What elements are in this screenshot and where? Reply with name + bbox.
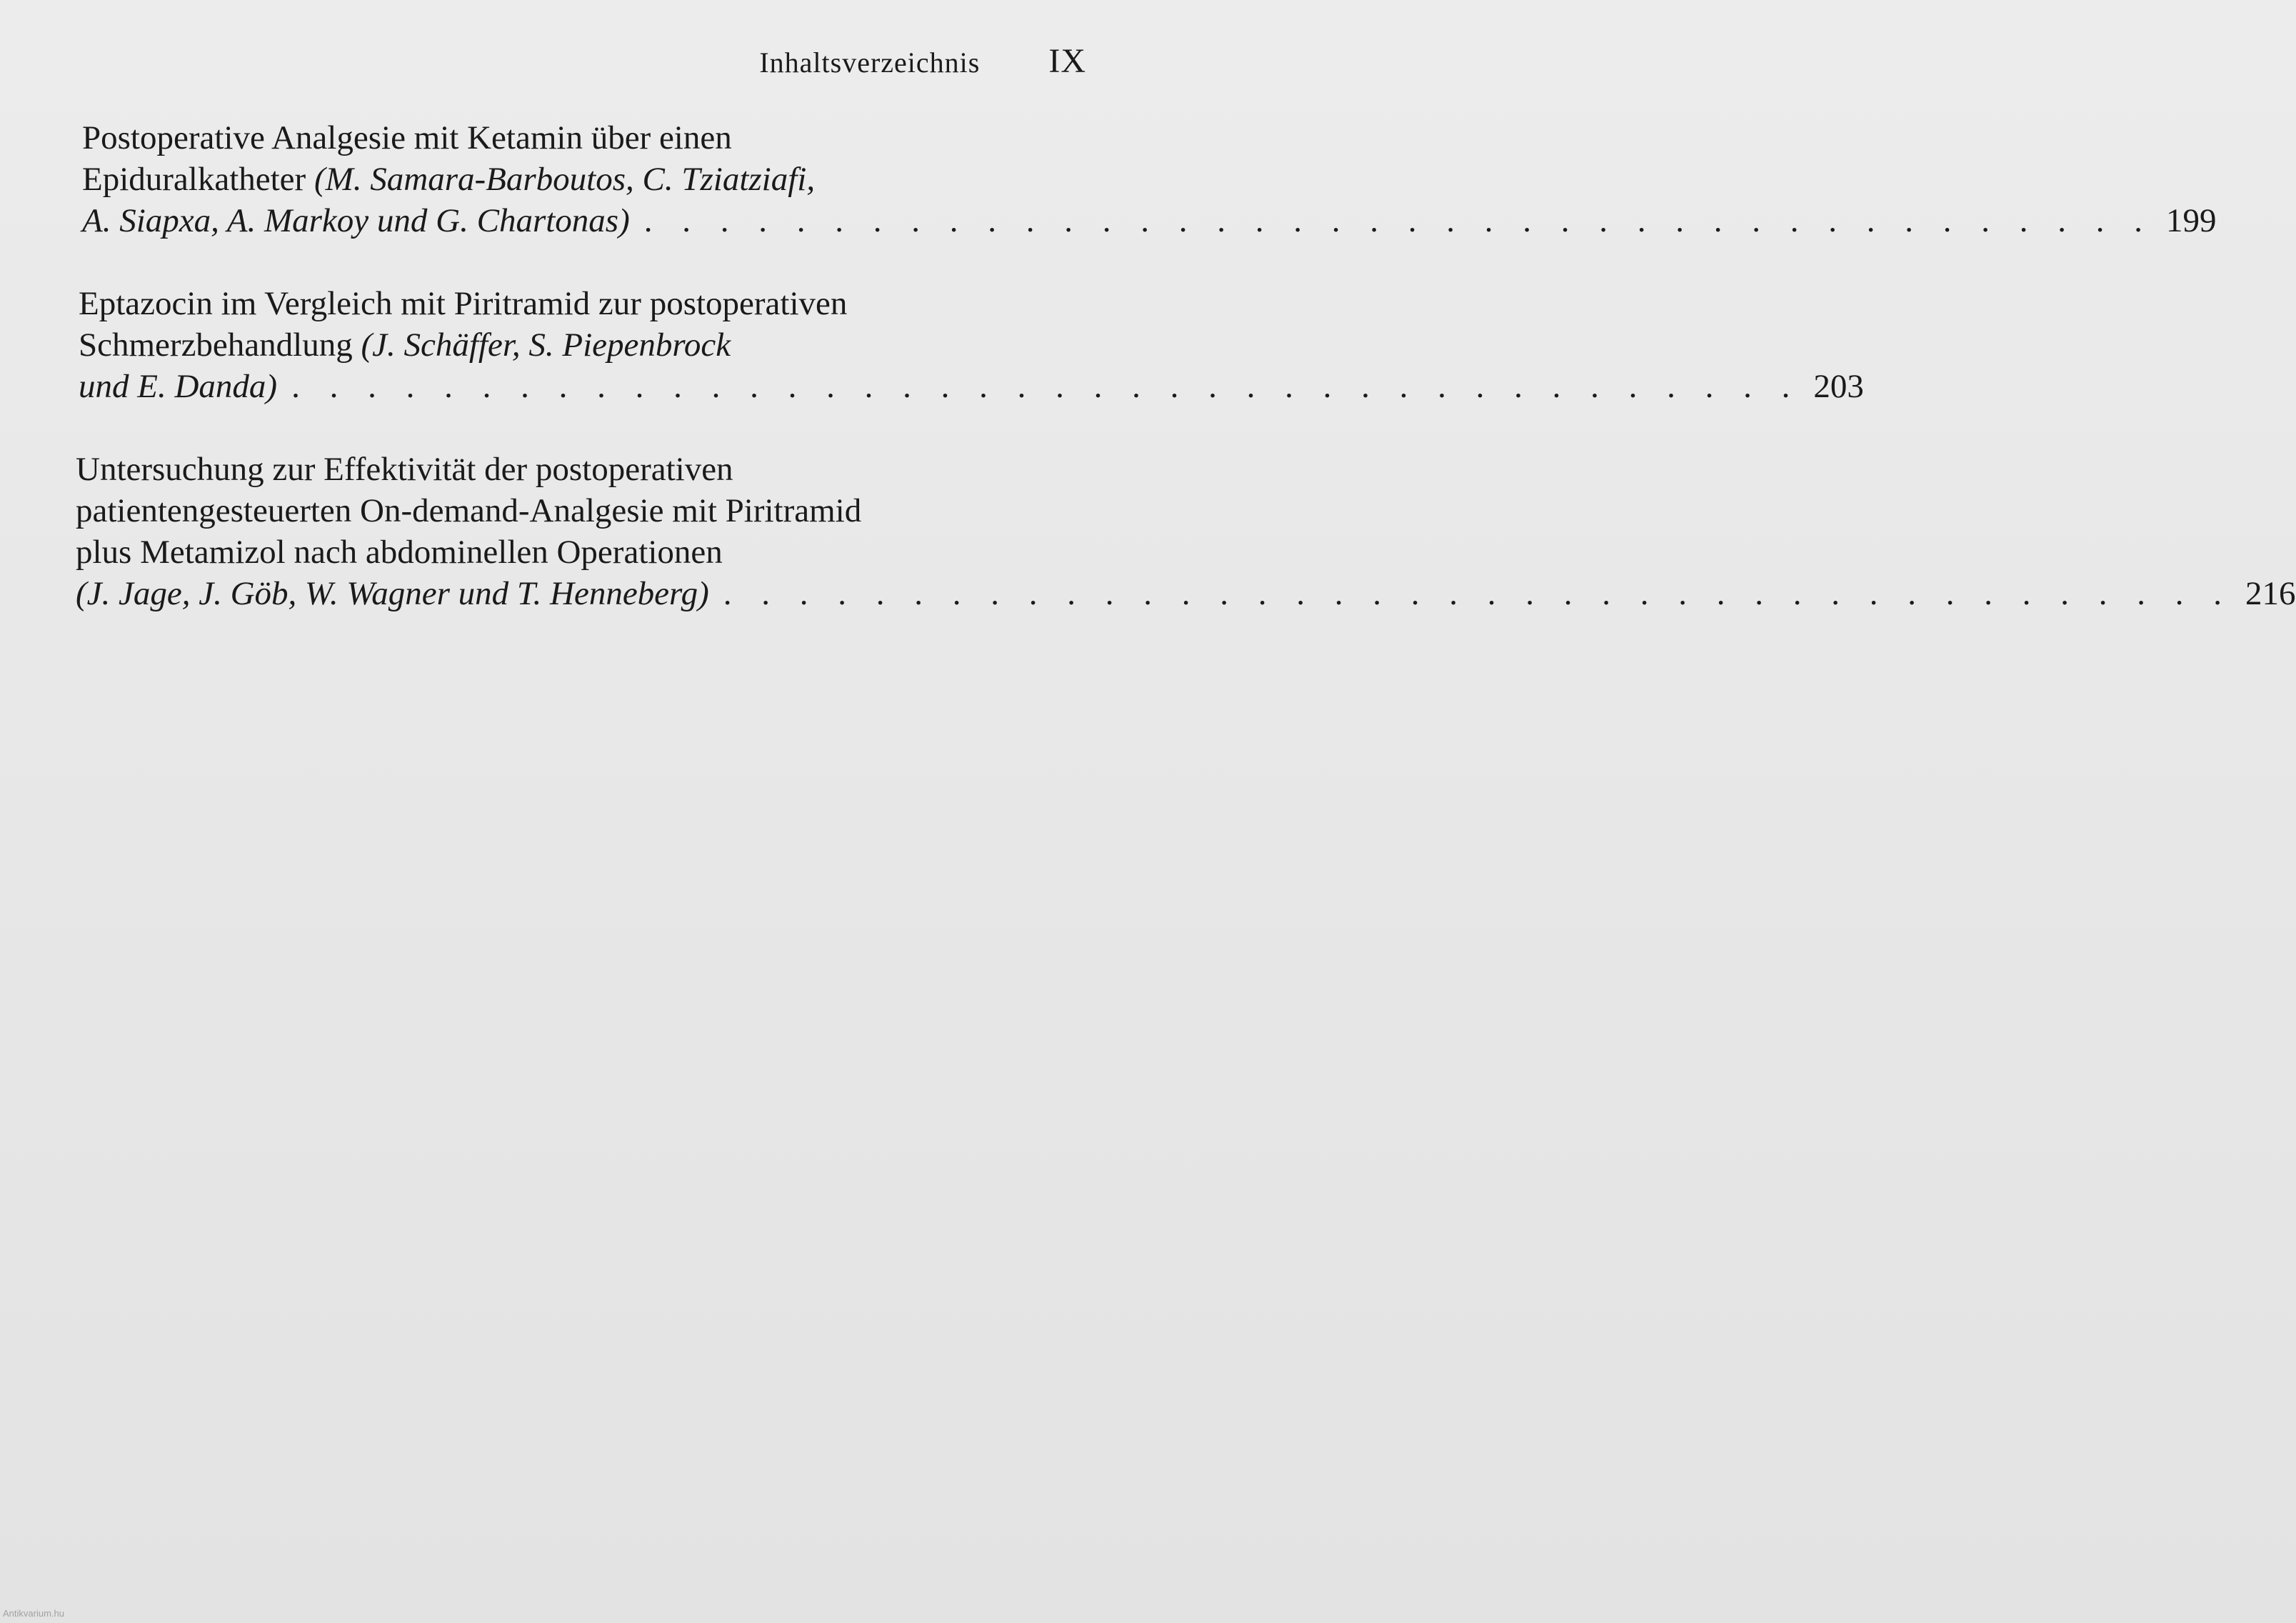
toc-title-text: plus Metamizol nach abdominellen Operationen (76, 534, 723, 571)
toc-title-text: Postoperative Analgesie mit Ketamin über einen (82, 119, 732, 156)
toc-title-text: Epiduralkatheter (82, 161, 314, 198)
toc-title-line (79, 283, 1217, 324)
table-of-contents (0, 117, 2296, 657)
toc-title-line (82, 159, 1217, 200)
toc-entry (0, 449, 2296, 614)
toc-title-line (76, 490, 1217, 531)
toc-title-text: Eptazocin im Vergleich mit Piritramid zur postoperativen (79, 285, 848, 322)
page-number: IX (1048, 42, 1086, 80)
toc-page-number: 216 (2245, 575, 2296, 612)
toc-authors-text: und E. Danda) (79, 368, 278, 405)
toc-last-line (82, 200, 2217, 241)
toc-authors-text: (J. Jage, J. Göb, W. Wagner und T. Henneberg) (76, 575, 709, 612)
toc-title-text: Untersuchung zur Effektivität der postoperativen (76, 451, 733, 488)
toc-title-line (76, 531, 1217, 573)
running-head (759, 41, 1086, 81)
toc-title-line (79, 324, 1217, 366)
toc-last-line (79, 366, 1864, 407)
toc-title-line (76, 449, 1217, 490)
toc-page-number: 199 (2165, 202, 2217, 239)
toc-last-line (76, 573, 2296, 614)
toc-entry (0, 283, 1864, 407)
toc-entry (0, 117, 2217, 241)
toc-page-number: 203 (1813, 368, 1864, 405)
toc-title-text: Schmerzbehandlung (79, 326, 361, 364)
toc-authors-text: (J. Schäffer, S. Piepenbrock (361, 326, 731, 364)
running-title: Inhaltsverzeichnis (759, 46, 981, 79)
toc-authors-text: (M. Samara-Barboutos, C. Tziatziafi, (314, 161, 816, 198)
dot-leader: . . . . . . . . . . . . . . . . . . . . . . . . . . . . . . . . . . . . . . . . (291, 368, 1801, 405)
toc-title-text: patientengesteuerten On-demand-Analgesie mit Piritramid (76, 492, 862, 529)
toc-authors-text: A. Siapxa, A. Markoy und G. Chartonas) (82, 202, 630, 239)
watermark: Antikvarium.hu (3, 1608, 64, 1619)
toc-title-line (82, 117, 1217, 159)
dot-leader: . . . . . . . . . . . . . . . . . . . . . . . . . . . . . . . . . . . . . . . . (723, 575, 2232, 612)
dot-leader: . . . . . . . . . . . . . . . . . . . . . . . . . . . . . . . . . . . . . . . . (643, 202, 2153, 239)
